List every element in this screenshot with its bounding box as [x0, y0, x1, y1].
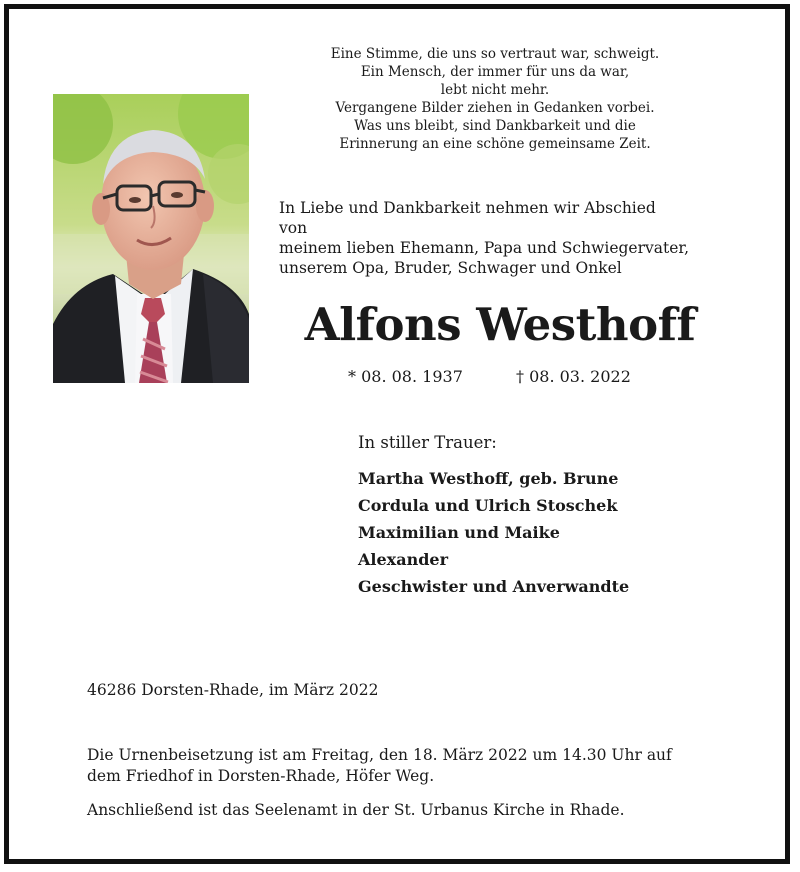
mourner-name: Martha Westhoff, geb. Brune — [358, 469, 619, 488]
mourner-name: Geschwister und Anverwandte — [358, 577, 630, 596]
intro-line: meinem lieben Ehemann, Papa und Schwiegervater, — [279, 239, 690, 257]
poem-line: lebt nicht mehr. — [440, 82, 550, 98]
portrait-photo — [53, 94, 249, 383]
poem-line: Vergangene Bilder ziehen in Gedanken vorbei. — [335, 100, 655, 116]
birth-date: * 08. 08. 1937 — [348, 367, 463, 386]
funeral-info — [87, 745, 727, 787]
intro-line: In Liebe und Dankbarkeit nehmen wir Abschied — [279, 199, 656, 217]
mourner-name: Alexander — [358, 550, 449, 569]
life-dates — [348, 367, 678, 387]
deceased-name: Alfons Westhoff — [304, 298, 696, 351]
poem-line: Eine Stimme, die uns so vertraut war, schweigt. — [330, 46, 660, 62]
funeral-line: Die Urnenbeisetzung ist am Freitag, den 18. März 2022 um 14.30 Uhr auf — [87, 746, 672, 764]
intro-line: unserem Opa, Bruder, Schwager und Onkel — [279, 259, 622, 277]
place-date: 46286 Dorsten-Rhade, im März 2022 — [87, 681, 379, 699]
poem — [290, 45, 700, 153]
mass-info: Anschließend ist das Seelenamt in der St. Urbanus Kirche in Rhade. — [87, 801, 625, 819]
mourners-list — [358, 465, 738, 600]
funeral-line: dem Friedhof in Dorsten-Rhade, Höfer Weg. — [87, 767, 435, 785]
poem-line: Was uns bleibt, sind Dankbarkeit und die — [354, 118, 636, 134]
intro-line: von — [279, 219, 308, 237]
mourner-name: Cordula und Ulrich Stoschek — [358, 496, 618, 515]
farewell-intro — [279, 198, 739, 278]
poem-line: Erinnerung an eine schöne gemeinsame Zeit. — [339, 136, 651, 152]
poem-line: Ein Mensch, der immer für uns da war, — [360, 64, 630, 80]
mourning-label: In stiller Trauer: — [358, 433, 497, 452]
death-date: † 08. 03. 2022 — [516, 367, 631, 386]
mourner-name: Maximilian und Maike — [358, 523, 560, 542]
